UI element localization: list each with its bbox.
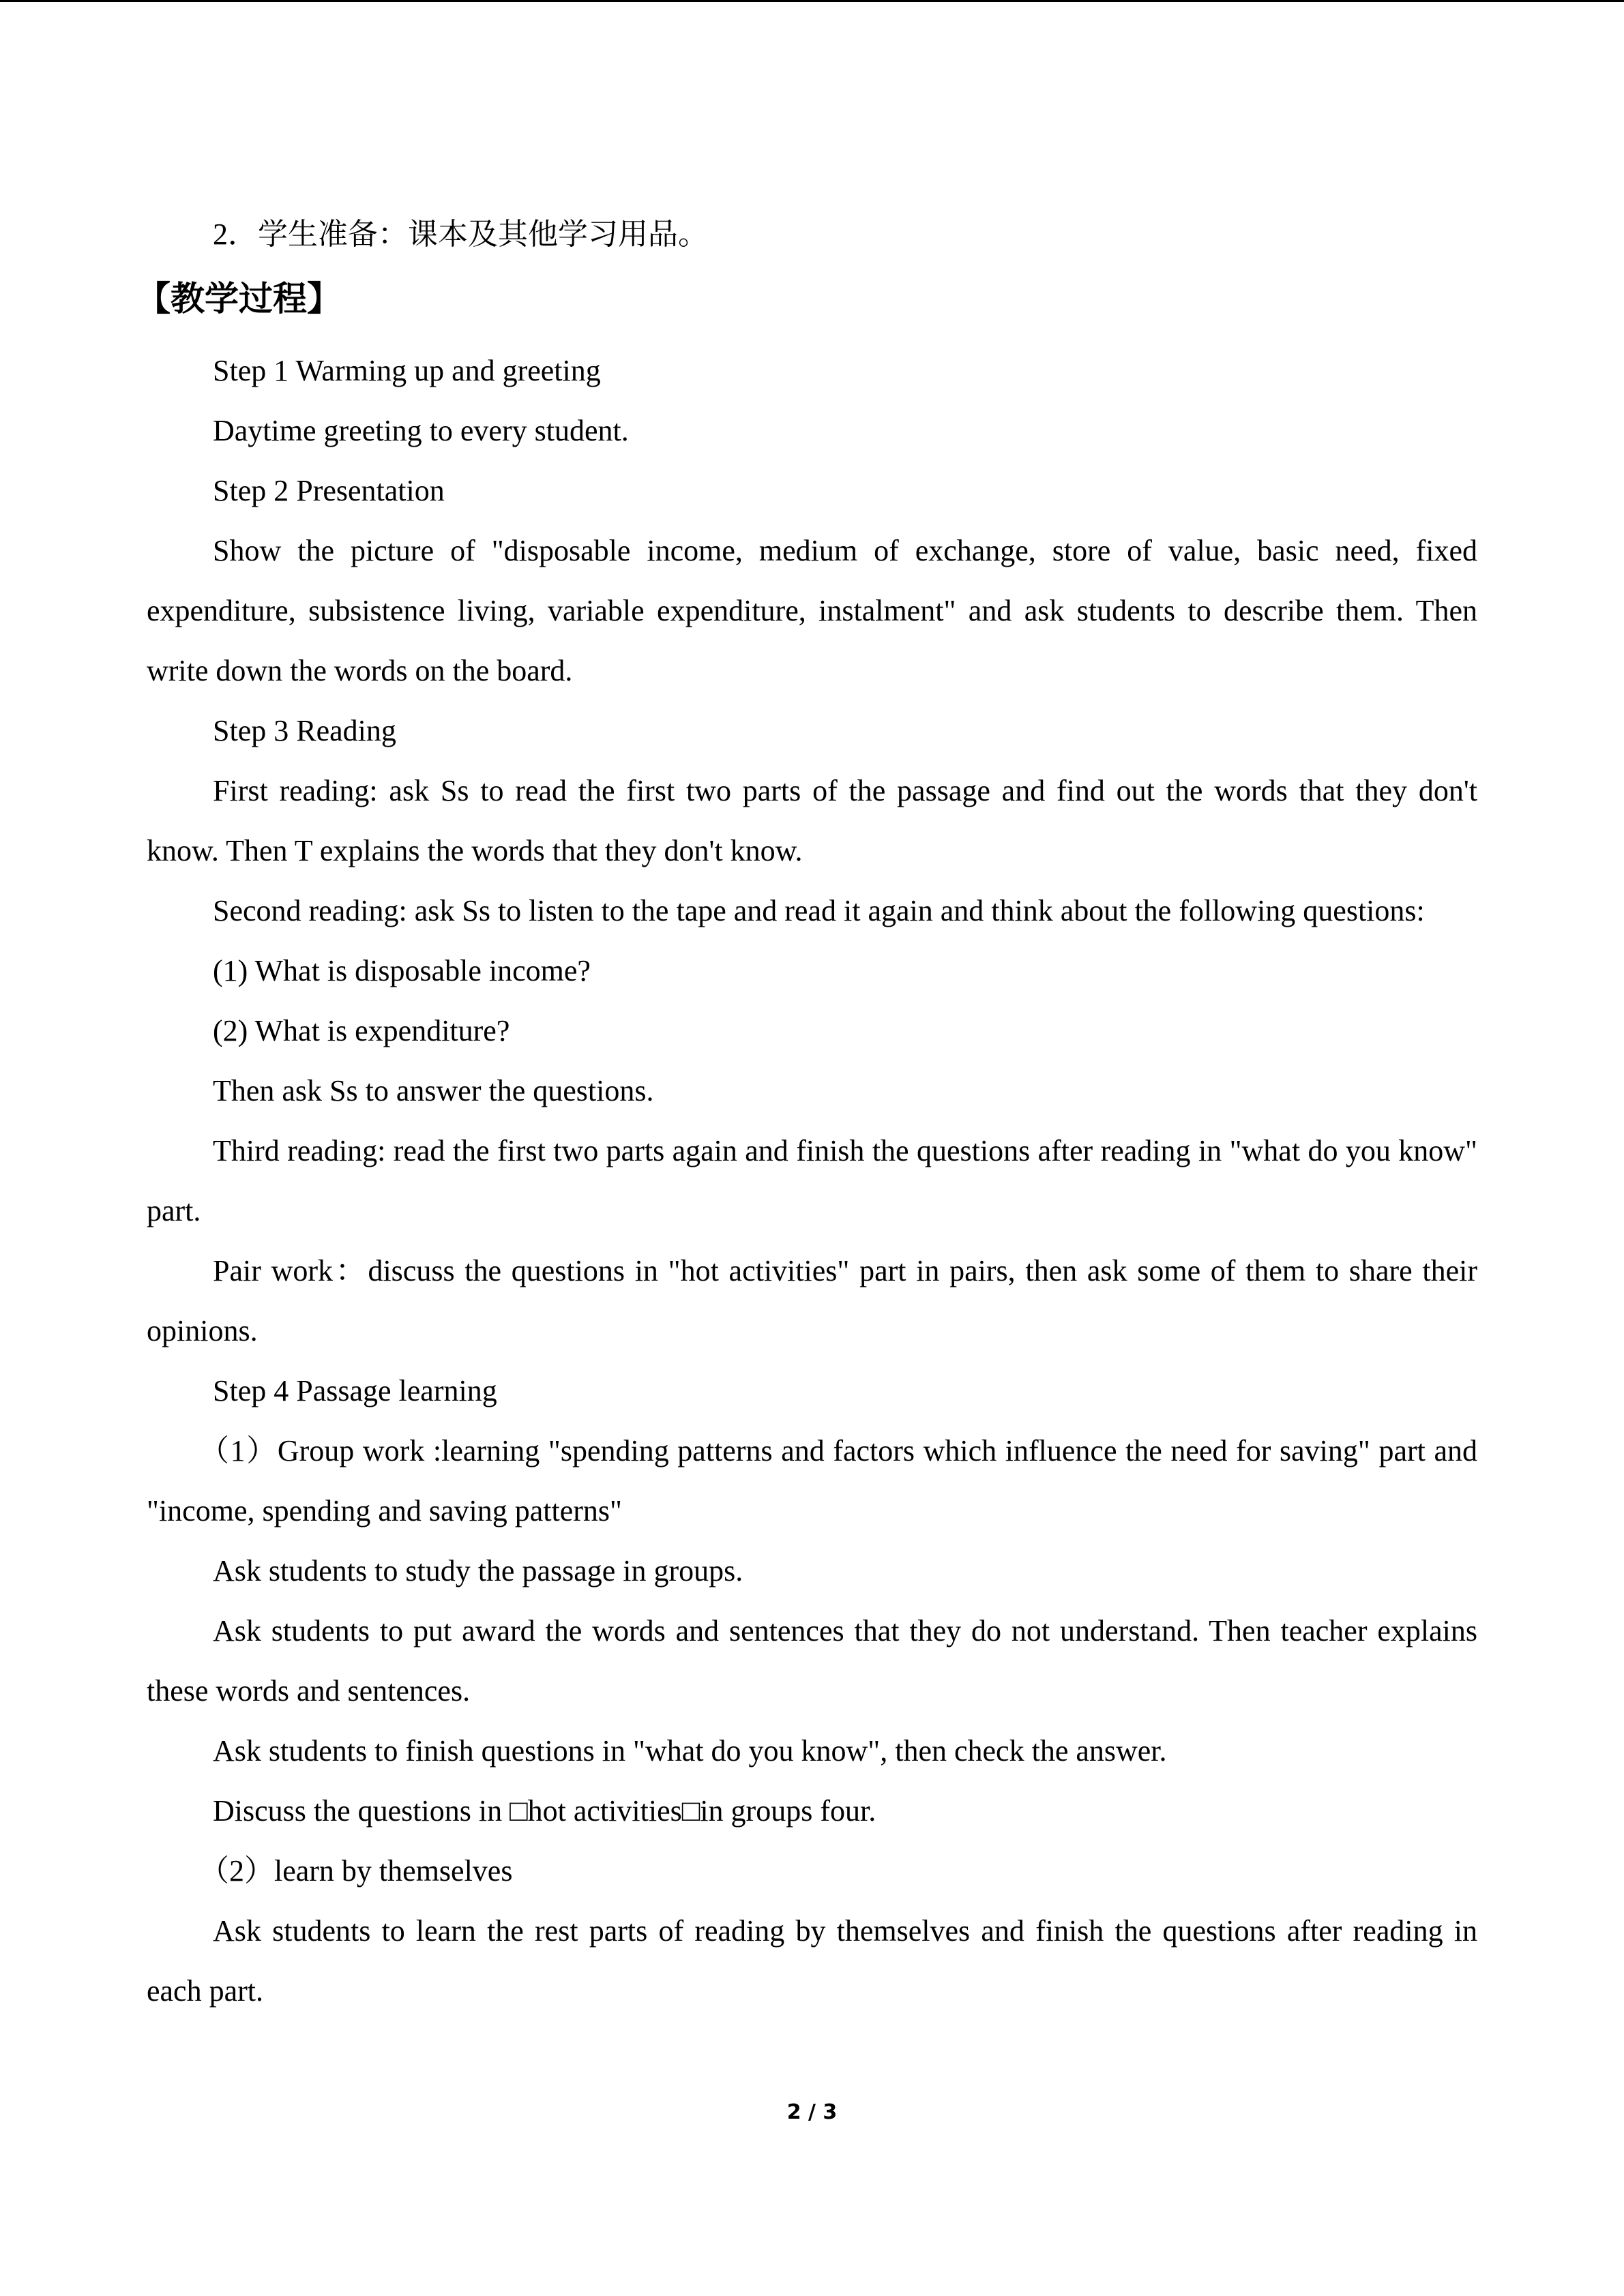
- pair-work: Pair work：discuss the questions in "hot activities" part in pairs, then ask some of them to share their opinions.: [147, 1254, 1477, 1347]
- page-number: 2 / 3: [786, 2100, 838, 2124]
- document-body: [136, 205, 1477, 2021]
- step2-title: Step 2 Presentation: [213, 474, 445, 507]
- question-1: (1) What is disposable income?: [213, 954, 591, 987]
- prep-item: 2．学生准备：课本及其他学习用品。: [213, 218, 708, 251]
- step4-title: Step 4 Passage learning: [213, 1374, 497, 1407]
- first-reading: First reading: ask Ss to read the first two parts of the passage and find out the words that they don't know. Then T explains the words that they don't know.: [147, 774, 1477, 867]
- put-forward-words: Ask students to put award the words and sentences that they do not understand. Then teacher explains these words and sentences.: [147, 1614, 1477, 1708]
- section-heading: 【教学过程】: [136, 279, 341, 318]
- study-in-groups: Ask students to study the passage in groups.: [213, 1554, 743, 1587]
- step3-title: Step 3 Reading: [213, 714, 396, 747]
- step1-title: Step 1 Warming up and greeting: [213, 354, 601, 387]
- learn-by-themselves: （2）learn by themselves: [199, 1854, 513, 1888]
- question-2: (2) What is expenditure?: [213, 1014, 510, 1047]
- second-reading: Second reading: ask Ss to listen to the tape and read it again and think about the following questions:: [213, 894, 1425, 927]
- step1-text: Daytime greeting to every student.: [213, 414, 629, 447]
- learn-rest-parts: Ask students to learn the rest parts of reading by themselves and finish the questions after reading in each part.: [147, 1914, 1477, 2008]
- answer-instruction: Then ask Ss to answer the questions.: [213, 1074, 654, 1107]
- finish-questions: Ask students to finish questions in "what do you know", then check the answer.: [213, 1734, 1167, 1768]
- top-border-line: [0, 0, 1624, 2]
- discuss-questions: Discuss the questions in □hot activities□in groups four.: [213, 1794, 876, 1828]
- group-work: （1）Group work :learning "spending patterns and factors which influence the need for saving" part and "income, spending and saving patterns": [147, 1434, 1477, 1527]
- third-reading: Third reading: read the first two parts again and finish the questions after reading in "what do you know" part.: [147, 1134, 1477, 1227]
- step2-text: Show the picture of "disposable income, medium of exchange, store of value, basic need, fixed expenditure, subsistence living, variable expenditure, instalment" and ask students to describe them. Then write down the words on the board.: [147, 534, 1477, 687]
